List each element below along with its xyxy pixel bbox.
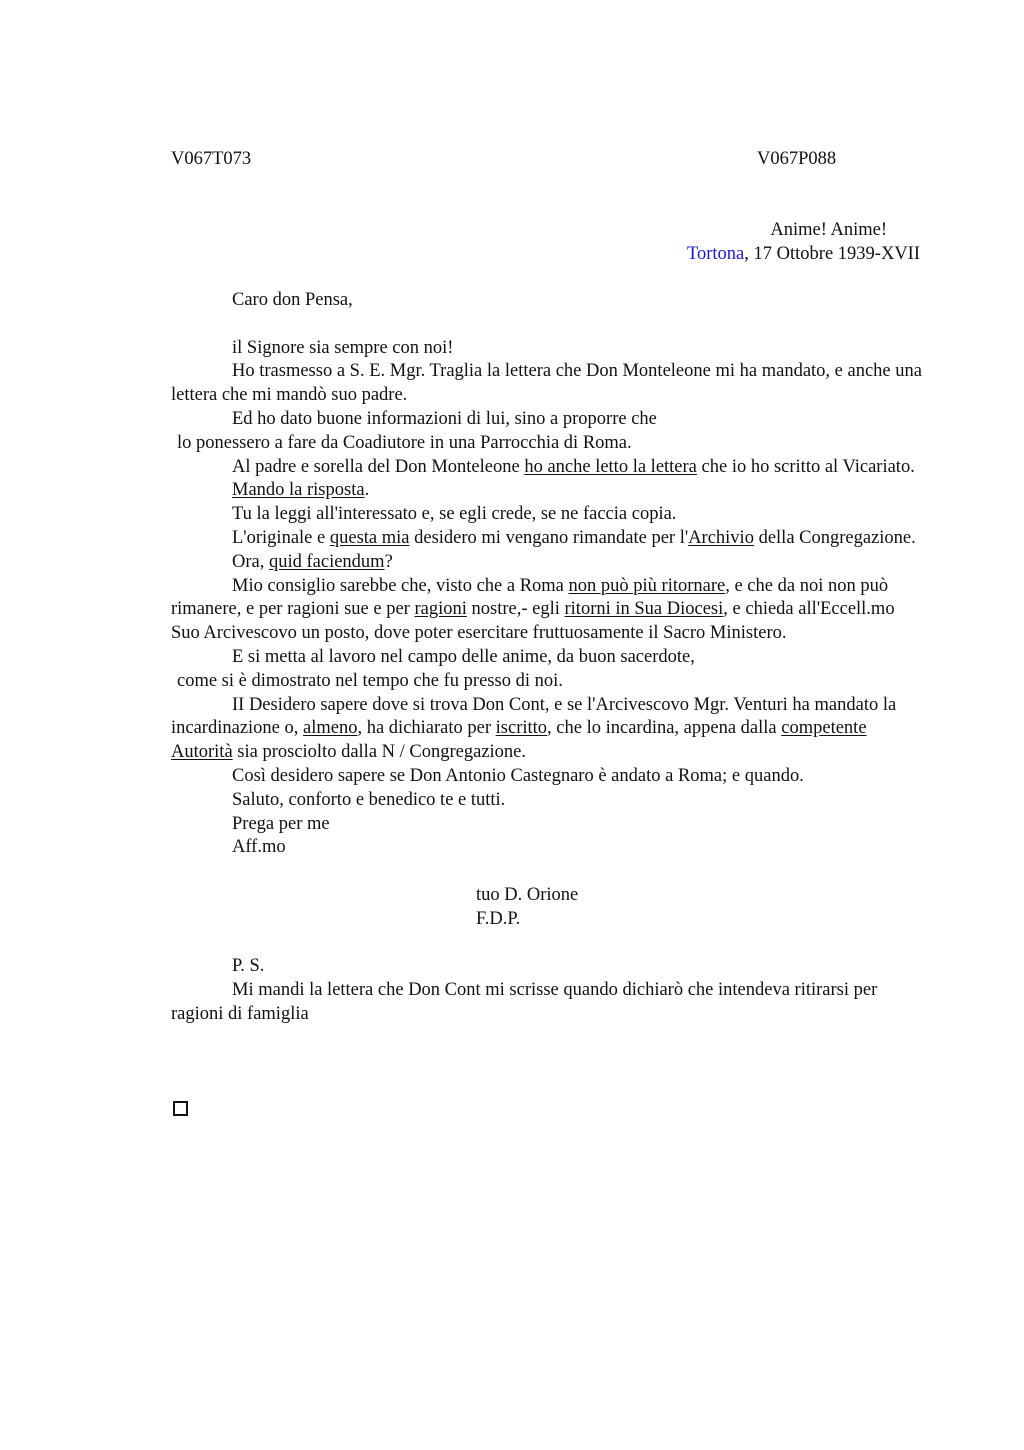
underlined-phrase: Archivio [688,527,754,548]
underlined-phrase: questa mia [329,527,410,548]
paragraph-9b: come si è dimostrato nel tempo che fu presso di noi. [177,670,563,691]
signature-initials: F.D.P. [476,908,521,929]
underlined-phrase: Mando la risposta [232,480,365,501]
paragraph-10: II Desidero sapere dove si trova Don Cont, e se l'Arcivescovo Mgr. Venturi ha mandato la incardinazione o, almeno, ha dichiarato per iscritto, che lo incardina, appena dalla competente Autorità sia prosciolto dalla N / Congregazione. [171,694,897,763]
dateline [687,242,920,266]
place-name: Tortona [687,244,745,264]
greeting: il Signore sia sempre con noi! [232,337,454,358]
letter-body [171,289,923,1027]
postscript-text: Mi mandi la lettera che Don Cont mi scrisse quando dichiarò che intendeva ritirarsi per ragioni di famiglia [171,980,878,1024]
closing: Aff.mo [232,837,286,858]
underlined-phrase: ho anche letto la lettera [524,456,697,477]
paragraph-13: Prega per me [232,813,330,834]
paragraph-2a: Ed ho dato buone informazioni di lui, sino a proporre che [232,408,657,429]
salutation: Caro don Pensa, [232,290,353,310]
underlined-phrase: ritorni in Sua Diocesi [564,599,724,620]
paragraph-11: Così desidero sapere se Don Antonio Castegnaro è andato a Roma; e quando. [232,765,804,786]
archive-code-right: V067P088 [757,149,837,169]
signature-name: tuo D. Orione [476,884,579,905]
postscript-label: P. S. [232,956,265,977]
paragraph-1: Ho trasmesso a S. E. Mgr. Traglia la lettera che Don Monteleone mi ha mandato, e anche una lettera che mi mandò suo padre. [171,361,922,406]
underlined-phrase: non può più ritornare [568,575,726,596]
archive-code-left: V067T073 [171,149,252,169]
underlined-phrase: almeno [303,718,358,739]
paragraph-8: Mio consiglio sarebbe che, visto che a Roma non può più ritornare, e che da noi non può rimanere, e per ragioni sue e per ragioni nostre,- egli ritorni in Sua Diocesi, e chieda all'Eccell.mo Suo Arcivescovo un posto, dove poter esercitare fruttuosamente il Sacro Ministero. [171,575,895,644]
paragraph-2b: lo ponessero a fare da Coadiutore in una Parrocchia di Roma. [177,432,632,453]
paragraph-7: Ora, quid faciendum? [232,551,393,572]
underlined-phrase: quid faciendum [268,551,385,572]
underlined-phrase: ragioni [414,599,467,620]
motto: Anime! Anime! [770,220,887,240]
paragraph-12: Saluto, conforto e benedico te e tutti. [232,789,506,810]
paragraph-3: Al padre e sorella del Don Monteleone ho anche letto la lettera che io ho scritto al Vicariato. [232,456,915,477]
end-marker-square-icon [173,1101,188,1116]
underlined-phrase: competente Autorità [171,718,867,763]
paragraph-4: Mando la risposta. [232,480,370,501]
paragraph-6: L'originale e questa mia desidero mi vengano rimandate per l'Archivio della Congregazione. [232,527,916,548]
underlined-phrase: iscritto [495,718,548,739]
paragraph-9a: E si metta al lavoro nel campo delle anime, da buon sacerdote, [232,646,695,667]
date-text: , 17 Ottobre 1939-XVII [744,244,920,264]
paragraph-5: Tu la leggi all'interessato e, se egli crede, se ne faccia copia. [232,504,677,525]
